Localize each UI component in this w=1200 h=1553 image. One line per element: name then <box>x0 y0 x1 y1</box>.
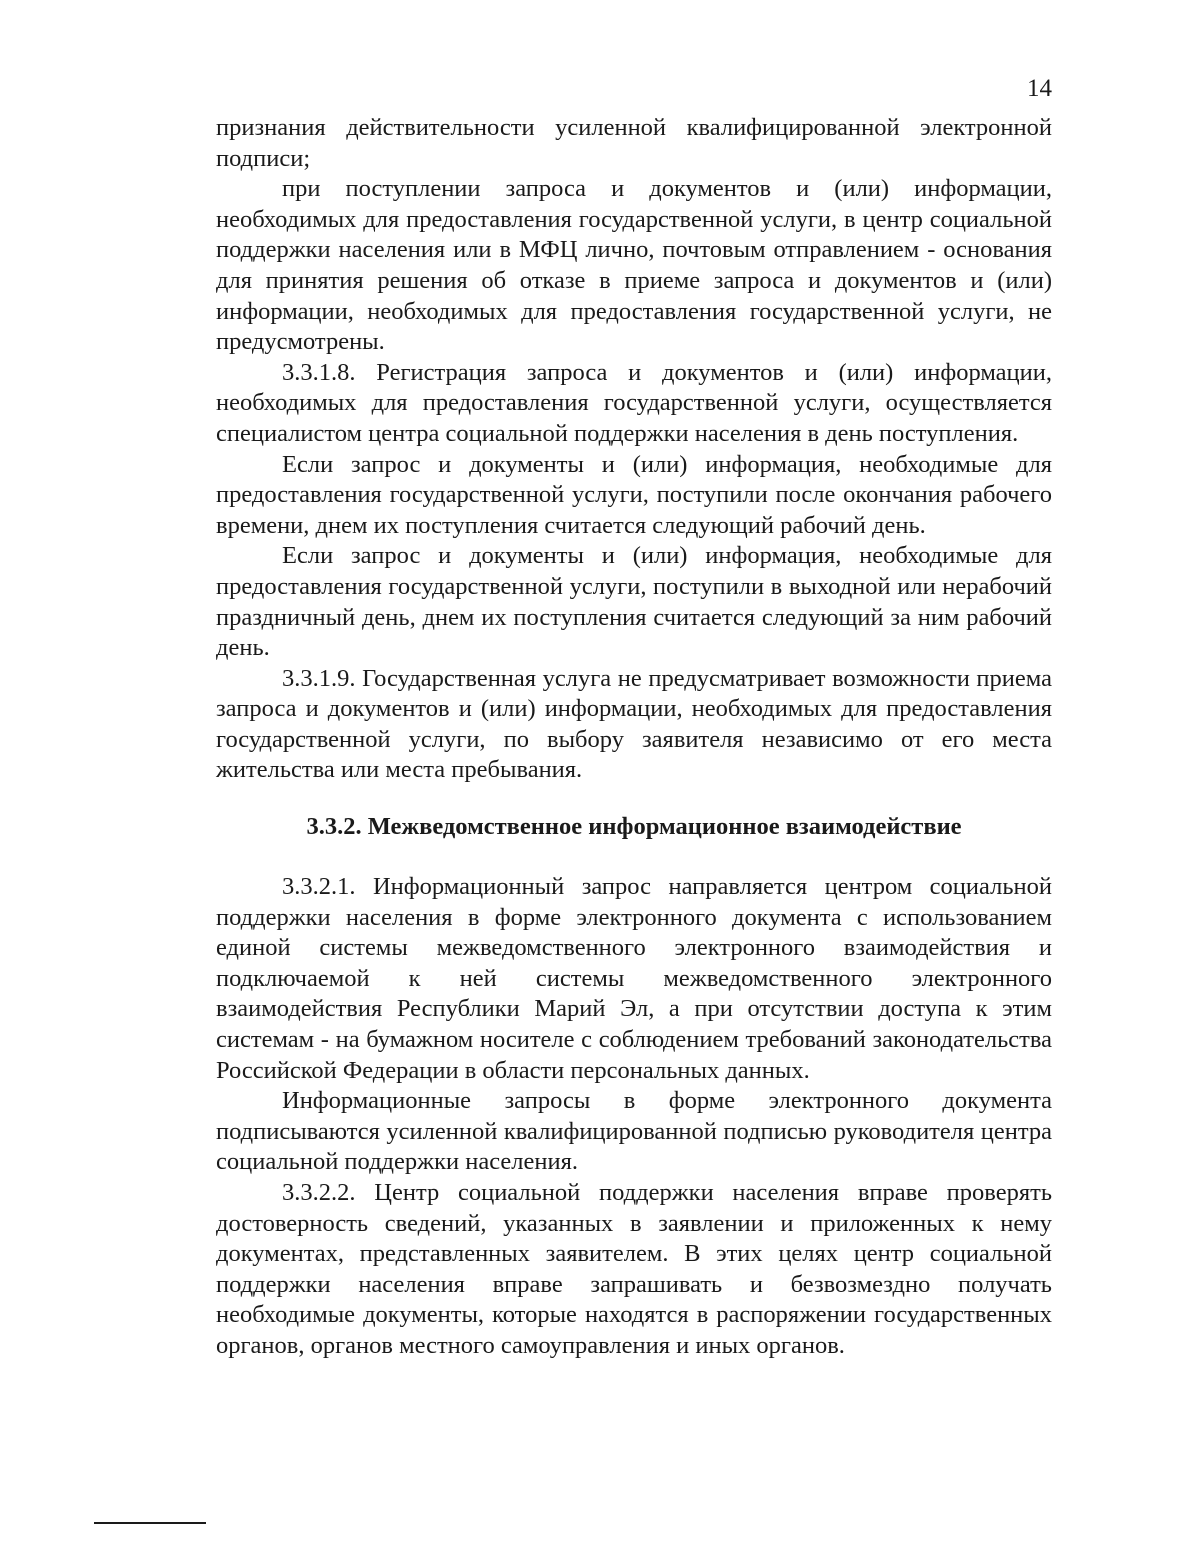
document-body <box>216 113 1052 1362</box>
paragraph-holiday: Если запрос и документы и (или) информация, необходимые для предоставления государственной услуги, поступили в выходной или нерабочий праздничный день, днем их поступления считается следующий за ним рабочий день. <box>216 542 1052 662</box>
section-heading-3-3-2: 3.3.2. Межведомственное информационное взаимодействие <box>306 813 962 841</box>
paragraph-3-3-2-1: 3.3.2.1. Информационный запрос направляется центром социальной поддержки населения в форме электронного документа с использованием единой системы межведомственного электронного взаимодействия и подключаемой к ней системы межведомственного электронного взаимодействия Республики Марий Эл, а при отсутствии доступа к этим системам - на бумажном носителе с соблюдением требований законодательства Российской Федерации в области персональных данных. <box>216 873 1052 1084</box>
paragraph-after-hours: Если запрос и документы и (или) информация, необходимые для предоставления государственной услуги, поступили после окончания рабочего времени, днем их поступления считается следующий рабочий день. <box>216 450 1052 539</box>
paragraph-3-3-1-8: 3.3.1.8. Регистрация запроса и документов и (или) информации, необходимых для предоставления государственной услуги, осуществляется специалистом центра социальной поддержки населения в день поступления. <box>216 358 1052 447</box>
paragraph-3-3-1-9: 3.3.1.9. Государственная услуга не предусматривает возможности приема запроса и документов и (или) информации, необходимых для предоставления государственной услуги, по выбору заявителя независимо от его места жительства или места пребывания. <box>216 664 1052 784</box>
paragraph-3-3-2-2: 3.3.2.2. Центр социальной поддержки населения вправе проверять достоверность сведений, указанных в заявлении и приложенных к нему документах, представленных заявителем. В этих целях центр социальной поддержки населения вправе запрашивать и безвозмездно получать необходимые документы, которые находятся в распоряжении государственных органов, органов местного самоуправления и иных органов. <box>216 1179 1052 1359</box>
paragraph-signature-validity: признания действительности усиленной квалифицированной электронной подписи; <box>216 114 1052 172</box>
page-number: 14 <box>1027 75 1052 102</box>
paragraph-signed-requests: Информационные запросы в форме электронного документа подписываются усиленной квалифицированной подписью руководителя центра социальной поддержки населения. <box>216 1087 1052 1176</box>
paragraph-no-refusal-grounds: при поступлении запроса и документов и (или) информации, необходимых для предоставления государственной услуги, в центр социальной поддержки населения или в МФЦ лично, почтовым отправлением - основания для принятия решения об отказе в приеме запроса и документов и (или) информации, необходимых для предоставления государственной услуги, не предусмотрены. <box>216 175 1052 356</box>
footer-rule <box>94 1522 206 1524</box>
